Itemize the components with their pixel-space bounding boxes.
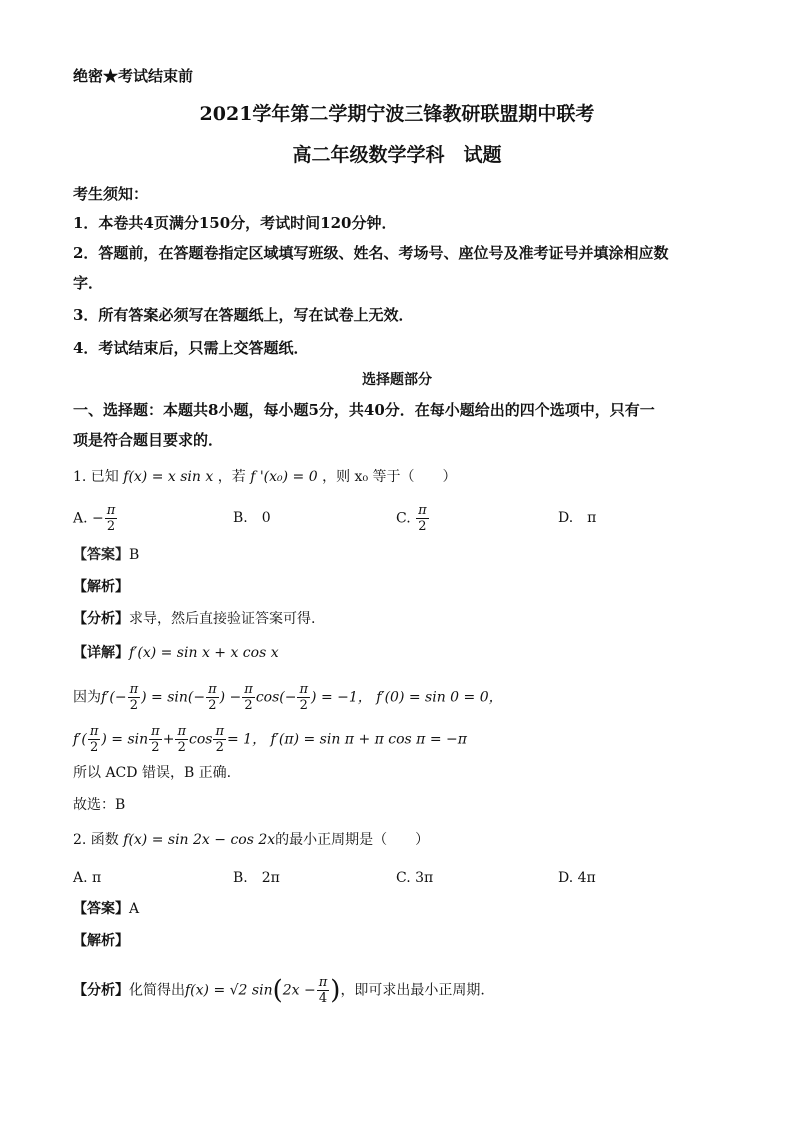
frac: [317, 975, 330, 1006]
secret-label: 绝密★考试结束前: [73, 67, 194, 85]
paren-open: (: [272, 975, 283, 1006]
notice-item-3: 3．所有答案必须写在答题纸上，写在试卷上无效．: [73, 306, 414, 324]
frac-den: 2: [208, 698, 217, 713]
expr: f′(0) = sin 0 = 0，: [376, 689, 503, 706]
q1-prefix: 1. 已知: [73, 469, 119, 485]
frac-num: π: [215, 724, 224, 739]
frac-den: 4: [318, 991, 328, 1006]
frac: [242, 682, 255, 713]
q2-option-c: C. 3π: [396, 870, 434, 886]
expr: ) = −1，: [311, 689, 372, 706]
notice-item-2: 2．答题前，在答题卷指定区域填写班级、姓名、考场号、座位号及准考证号并填涂相应数: [73, 244, 669, 262]
frac-num: π: [89, 724, 99, 739]
q2-option-b: B. 2π: [233, 870, 280, 886]
q1-conclusion: 所以 ACD 错误，B 正确.: [73, 765, 232, 781]
frac-num: π: [208, 682, 217, 697]
paren-close: ): [330, 975, 341, 1006]
answer-value: B: [129, 547, 140, 563]
q2-suffix: 的最小正周期是（ ）: [275, 832, 430, 848]
expr: f′(−: [101, 689, 127, 706]
q2-option-d: D. 4π: [558, 870, 596, 886]
answer-label: 【答案】: [73, 901, 129, 917]
fenxi-label: 【分析】: [73, 611, 129, 627]
exam-title: 2021学年第二学期宁波三锋教研联盟期中联考: [199, 103, 595, 125]
frac-num: π: [318, 975, 328, 990]
detail-label: 【详解】: [73, 645, 129, 661]
section-instruction-2: 项是符合题目要求的．: [73, 431, 224, 449]
q1-derivation-line-2: [73, 724, 467, 755]
frac: [213, 724, 226, 755]
fenxi-text: 求导，然后直接验证答案可得.: [129, 611, 316, 627]
q1-option-a-frac: [105, 503, 118, 534]
frac: [88, 724, 101, 755]
q2-func: f(x) = sin 2x − cos 2x: [123, 832, 276, 848]
frac-den: 2: [215, 740, 224, 755]
frac-den: 2: [299, 698, 308, 713]
expr: +: [162, 731, 175, 748]
q1-func: f(x) = x sin x: [123, 469, 214, 485]
frac-num: π: [299, 682, 309, 697]
frac-num: π: [151, 724, 160, 739]
fenxi-text: 化简得出: [129, 982, 185, 999]
frac-den: 2: [106, 519, 116, 534]
q1-cond: f '(x₀) = 0: [250, 469, 318, 485]
frac-num: π: [106, 503, 116, 518]
q1-analysis-label: 【解析】: [73, 579, 129, 595]
notice-item-1: 1．本卷共4页满分150分，考试时间120分钟．: [73, 214, 397, 232]
expr: f′(: [73, 731, 87, 748]
frac-den: 2: [177, 740, 186, 755]
frac-den: 2: [129, 698, 138, 713]
q1-detail: [73, 643, 279, 663]
q1-option-c-frac: [416, 503, 429, 534]
frac: [149, 724, 162, 755]
q1-answer: [73, 545, 139, 565]
q1-mid: ，若: [217, 469, 246, 485]
q2-stem: [73, 830, 429, 850]
q1-option-b: B. 0: [233, 510, 271, 526]
frac-den: 2: [244, 698, 253, 713]
answer-label: 【答案】: [73, 547, 129, 563]
section-name: 选择题部分: [362, 372, 432, 388]
section-instruction-1: 一、选择题：本题共8小题，每小题5分，共40分．在每小题给出的四个选项中，只有一: [73, 401, 655, 419]
fenxi-text-end: ，即可求出最小正周期.: [340, 982, 485, 999]
expr: f′(π) = sin π + π cos π = −π: [270, 731, 467, 748]
q1-suffix: ，则 x₀ 等于（ ）: [322, 469, 457, 485]
exam-subtitle: 高二年级数学学科 试题: [292, 144, 502, 166]
frac-num: π: [177, 724, 186, 739]
frac-den: 2: [151, 740, 160, 755]
q1-fenxi: [73, 609, 315, 629]
notice-heading: 考生须知：: [73, 185, 149, 203]
q1-option-d: D. π: [558, 510, 597, 526]
frac: [175, 724, 188, 755]
expr: ) −: [219, 689, 242, 706]
fenxi-expr: f(x) = √2 sin: [185, 982, 273, 999]
q1-option-a-sign: −: [92, 510, 104, 527]
frac: [206, 682, 219, 713]
frac-den: 2: [418, 519, 427, 534]
q1-option-a: [73, 503, 118, 534]
frac: [297, 682, 310, 713]
expr: = 1，: [227, 731, 267, 748]
expr: ) = sin(−: [141, 689, 206, 706]
fenxi-label: 【分析】: [73, 982, 129, 999]
frac-num: π: [129, 682, 139, 697]
notice-item-4: 4．考试结束后，只需上交答题纸．: [73, 339, 309, 357]
frac-num: π: [244, 682, 253, 697]
q2-answer: [73, 899, 139, 919]
answer-value: A: [129, 901, 140, 917]
q2-option-a: A. π: [73, 870, 102, 886]
frac-num: π: [418, 503, 427, 518]
q1-option-c: [396, 503, 430, 534]
fenxi-inner: 2x −: [282, 982, 316, 999]
q1-choice: 故选：B: [73, 797, 126, 813]
q1-stem: [73, 467, 457, 487]
q1-derivation-line-1: [73, 682, 503, 713]
expr: ) = sin: [101, 731, 149, 748]
q1-option-c-label: C.: [396, 510, 411, 527]
notice-item-2-cont: 字．: [73, 274, 104, 292]
q2-analysis-label: 【解析】: [73, 933, 129, 949]
q2-prefix: 2. 函数: [73, 832, 119, 848]
q1-option-a-label: A.: [73, 510, 88, 527]
q2-fenxi: [73, 975, 485, 1006]
expr: cos: [188, 731, 213, 748]
detail-expr: f′(x) = sin x + x cos x: [129, 645, 279, 661]
frac: [128, 682, 141, 713]
because-text: 因为: [73, 689, 101, 706]
frac-den: 2: [89, 740, 99, 755]
expr: cos(−: [255, 689, 297, 706]
